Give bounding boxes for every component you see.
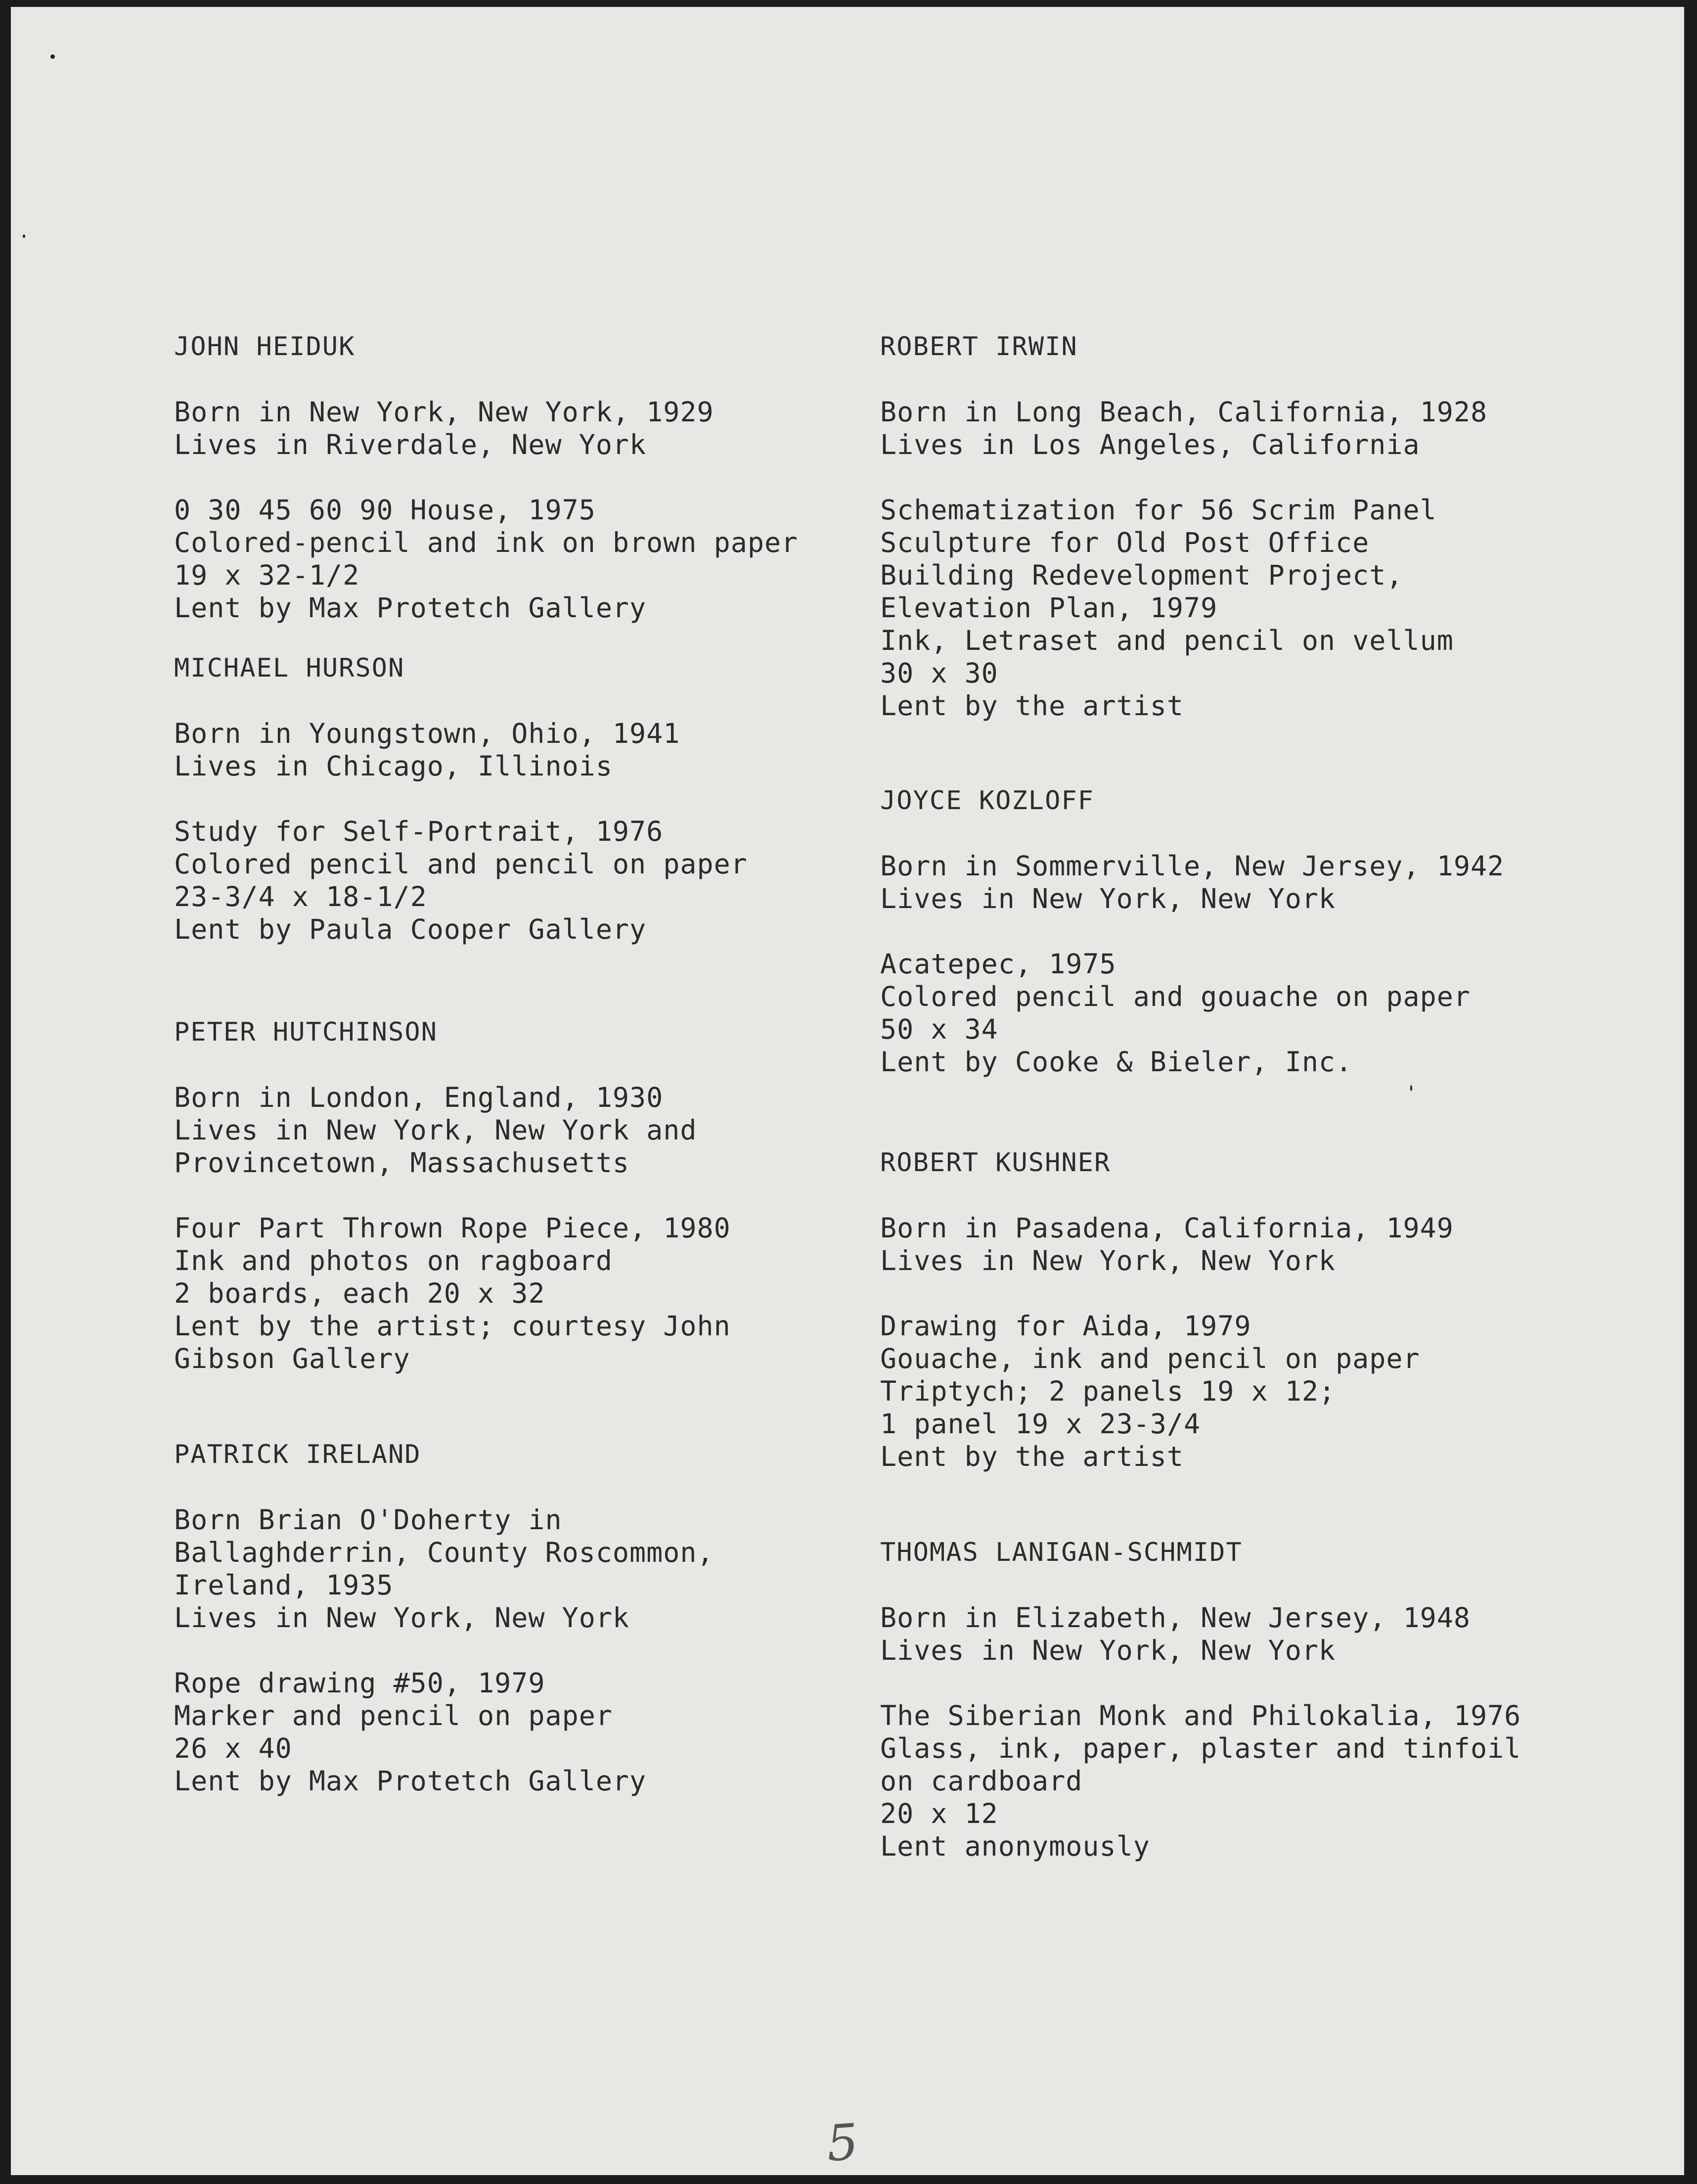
artist-entry: [880, 330, 1572, 722]
bio-line: Lives in Chicago, Illinois: [174, 750, 613, 782]
work-line: 19 x 32-1/2: [174, 559, 360, 591]
work-line: Lent by Max Protetch Gallery: [174, 1765, 647, 1797]
bio-line: Born in Youngstown, Ohio, 1941: [174, 718, 680, 749]
artist-name: ROBERT IRWIN: [880, 332, 1078, 362]
artist-entry: [174, 330, 856, 624]
work-line: 26 x 40: [174, 1732, 292, 1764]
artist-name: PATRICK IRELAND: [174, 1440, 421, 1469]
work-line: Lent by Paula Cooper Gallery: [174, 913, 647, 945]
bio-line: Lives in Los Angeles, California: [880, 429, 1420, 460]
bio-line: Born in Sommerville, New Jersey, 1942: [880, 850, 1505, 882]
bio-line: Born Brian O'Doherty in: [174, 1504, 562, 1536]
artist-name: JOYCE KOZLOFF: [880, 786, 1094, 816]
work-line: 2 boards, each 20 x 32: [174, 1277, 545, 1309]
artist-entry: [880, 1536, 1572, 1863]
artist-name: JOHN HEIDUK: [174, 332, 356, 362]
work-line: Lent anonymously: [880, 1830, 1150, 1862]
page-number: 5: [824, 2112, 860, 2173]
work-line: Lent by the artist: [880, 690, 1184, 722]
work-line: Glass, ink, paper, plaster and tinfoil: [880, 1732, 1521, 1764]
work-line: on cardboard: [880, 1765, 1083, 1797]
bio-line: Lives in New York, New York: [880, 1245, 1336, 1276]
artist-name: MICHAEL HURSON: [174, 653, 405, 683]
artist-entry: [174, 652, 856, 946]
work-line: Lent by the artist; courtesy John: [174, 1310, 731, 1342]
bio-line: Lives in New York, New York: [174, 1602, 630, 1634]
work-line: Sculpture for Old Post Office: [880, 527, 1370, 558]
bio-line: Born in Long Beach, California, 1928: [880, 396, 1488, 428]
bio-line: Born in London, England, 1930: [174, 1082, 664, 1113]
bio-line: Born in Elizabeth, New Jersey, 1948: [880, 1602, 1471, 1634]
artist-name: THOMAS LANIGAN-SCHMIDT: [880, 1538, 1243, 1567]
work-line: 50 x 34: [880, 1013, 998, 1045]
work-line: Ink, Letraset and pencil on vellum: [880, 625, 1454, 656]
work-line: Elevation Plan, 1979: [880, 592, 1218, 624]
paper-speck: [1410, 1085, 1412, 1091]
bio-line: Ireland, 1935: [174, 1569, 394, 1601]
work-line: 20 x 12: [880, 1798, 998, 1829]
work-line: Drawing for Aida, 1979: [880, 1310, 1251, 1342]
work-line: Schematization for 56 Scrim Panel: [880, 494, 1437, 526]
work-line: Acatepec, 1975: [880, 948, 1116, 980]
work-line: Lent by the artist: [880, 1441, 1184, 1472]
bio-line: Lives in New York, New York: [880, 1635, 1336, 1666]
work-line: 23-3/4 x 18-1/2: [174, 881, 427, 912]
work-line: Rope drawing #50, 1979: [174, 1667, 545, 1699]
paper-speck: [23, 234, 25, 238]
artist-entry: [174, 1438, 856, 1797]
work-line: 30 x 30: [880, 657, 998, 689]
work-line: Study for Self-Portrait, 1976: [174, 816, 664, 847]
work-line: Marker and pencil on paper: [174, 1700, 613, 1731]
bio-line: Born in New York, New York, 1929: [174, 396, 714, 428]
work-line: 0 30 45 60 90 House, 1975: [174, 494, 596, 526]
artist-entry: [880, 784, 1572, 1078]
work-line: Four Part Thrown Rope Piece, 1980: [174, 1212, 731, 1244]
bio-line: Lives in New York, New York and: [174, 1114, 697, 1146]
work-line: Lent by Cooke & Bieler, Inc.: [880, 1046, 1353, 1078]
bio-line: Ballaghderrin, County Roscommon,: [174, 1537, 714, 1568]
work-line: 1 panel 19 x 23-3/4: [880, 1408, 1201, 1440]
artist-name: PETER HUTCHINSON: [174, 1017, 438, 1047]
work-line: Lent by Max Protetch Gallery: [174, 592, 647, 624]
bio-line: Lives in New York, New York: [880, 883, 1336, 914]
work-line: Gibson Gallery: [174, 1343, 410, 1374]
bio-line: Provincetown, Massachusetts: [174, 1147, 630, 1179]
bio-line: Lives in Riverdale, New York: [174, 429, 647, 460]
artist-name: ROBERT KUSHNER: [880, 1148, 1111, 1178]
work-line: Colored-pencil and ink on brown paper: [174, 527, 799, 558]
work-line: The Siberian Monk and Philokalia, 1976: [880, 1700, 1521, 1731]
work-line: Gouache, ink and pencil on paper: [880, 1343, 1420, 1374]
artist-entry: [880, 1146, 1572, 1473]
artist-entry: [174, 1016, 856, 1375]
work-line: Triptych; 2 panels 19 x 12;: [880, 1375, 1336, 1407]
bio-line: Born in Pasadena, California, 1949: [880, 1212, 1454, 1244]
work-line: Ink and photos on ragboard: [174, 1245, 613, 1276]
document-page: [11, 7, 1684, 2175]
paper-speck: [50, 54, 55, 59]
work-line: Colored pencil and gouache on paper: [880, 981, 1471, 1012]
work-line: Colored pencil and pencil on paper: [174, 848, 748, 880]
work-line: Building Redevelopment Project,: [880, 559, 1403, 591]
